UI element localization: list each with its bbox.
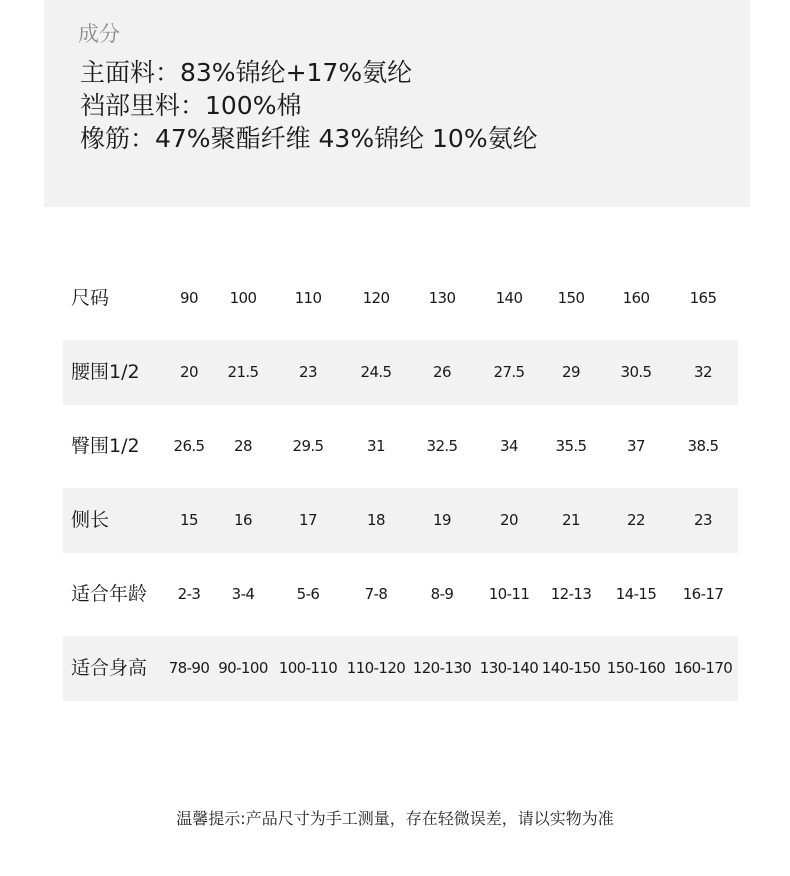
table-cell: 16-17 [682, 585, 724, 603]
table-cell: 38.5 [687, 437, 719, 455]
composition-title: 成分 [78, 22, 120, 46]
table-cell: 28 [234, 437, 252, 455]
row-label: 腰围1/2 [71, 361, 140, 383]
composition-line-main-fabric: 主面料：83%锦纶+17%氨纶 [80, 58, 413, 87]
table-cell: 160-170 [673, 659, 733, 677]
table-cell: 24.5 [360, 363, 392, 381]
table-cell: 16 [234, 511, 252, 529]
row-label: 尺码 [71, 287, 110, 309]
table-cell: 37 [627, 437, 645, 455]
table-cell: 21.5 [227, 363, 259, 381]
table-cell: 21 [562, 511, 580, 529]
table-cell: 120-130 [412, 659, 472, 677]
row-label: 适合身高 [71, 657, 148, 679]
table-cell: 150 [557, 289, 585, 307]
table-cell: 23 [694, 511, 712, 529]
table-cell: 15 [180, 511, 198, 529]
table-row [63, 266, 738, 331]
table-cell: 30.5 [620, 363, 652, 381]
table-cell: 35.5 [555, 437, 587, 455]
table-cell: 34 [500, 437, 518, 455]
table-cell: 100-110 [278, 659, 338, 677]
table-cell: 140 [495, 289, 523, 307]
composition-lines [80, 56, 538, 155]
table-cell: 26 [433, 363, 451, 381]
table-cell: 26.5 [173, 437, 205, 455]
table-row [63, 488, 738, 553]
table-cell: 8-9 [430, 585, 454, 603]
table-cell: 5-6 [296, 585, 320, 603]
table-row [63, 340, 738, 405]
table-cell: 130 [428, 289, 456, 307]
table-cell: 23 [299, 363, 317, 381]
table-cell: 17 [299, 511, 317, 529]
row-label: 侧长 [71, 509, 110, 531]
table-cell: 27.5 [493, 363, 525, 381]
table-cell: 29 [562, 363, 580, 381]
table-cell: 29.5 [292, 437, 324, 455]
table-cell: 78-90 [168, 659, 210, 677]
table-cell: 7-8 [364, 585, 388, 603]
footnote: 温馨提示:产品尺寸为手工测量，存在轻微误差，请以实物为准 [176, 809, 614, 828]
table-cell: 20 [180, 363, 198, 381]
table-cell: 14-15 [615, 585, 657, 603]
table-cell: 12-13 [550, 585, 592, 603]
table-cell: 160 [622, 289, 650, 307]
table-cell: 110 [294, 289, 322, 307]
table-row [63, 636, 738, 701]
composition-line-crotch-lining: 裆部里料：100%棉 [80, 91, 302, 120]
table-cell: 31 [367, 437, 385, 455]
composition-line-elastic: 橡筋：47%聚酯纤维 43%锦纶 10%氨纶 [80, 124, 538, 153]
row-label: 适合年龄 [71, 583, 148, 605]
table-cell: 150-160 [606, 659, 666, 677]
table-cell: 10-11 [488, 585, 530, 603]
table-cell: 90 [180, 289, 198, 307]
table-cell: 22 [627, 511, 645, 529]
table-cell: 90-100 [218, 659, 268, 677]
table-cell: 165 [689, 289, 717, 307]
table-cell: 32.5 [426, 437, 458, 455]
table-cell: 3-4 [231, 585, 255, 603]
table-cell: 140-150 [541, 659, 601, 677]
composition-panel [44, 0, 750, 207]
row-label: 臀围1/2 [71, 435, 140, 457]
table-cell: 120 [362, 289, 390, 307]
table-row [63, 414, 738, 479]
table-cell: 100 [229, 289, 257, 307]
table-cell: 18 [367, 511, 385, 529]
table-cell: 2-3 [177, 585, 201, 603]
table-row [63, 562, 738, 627]
table-cell: 32 [694, 363, 712, 381]
table-cell: 110-120 [346, 659, 406, 677]
table-cell: 20 [500, 511, 518, 529]
table-cell: 130-140 [479, 659, 539, 677]
table-cell: 19 [433, 511, 451, 529]
